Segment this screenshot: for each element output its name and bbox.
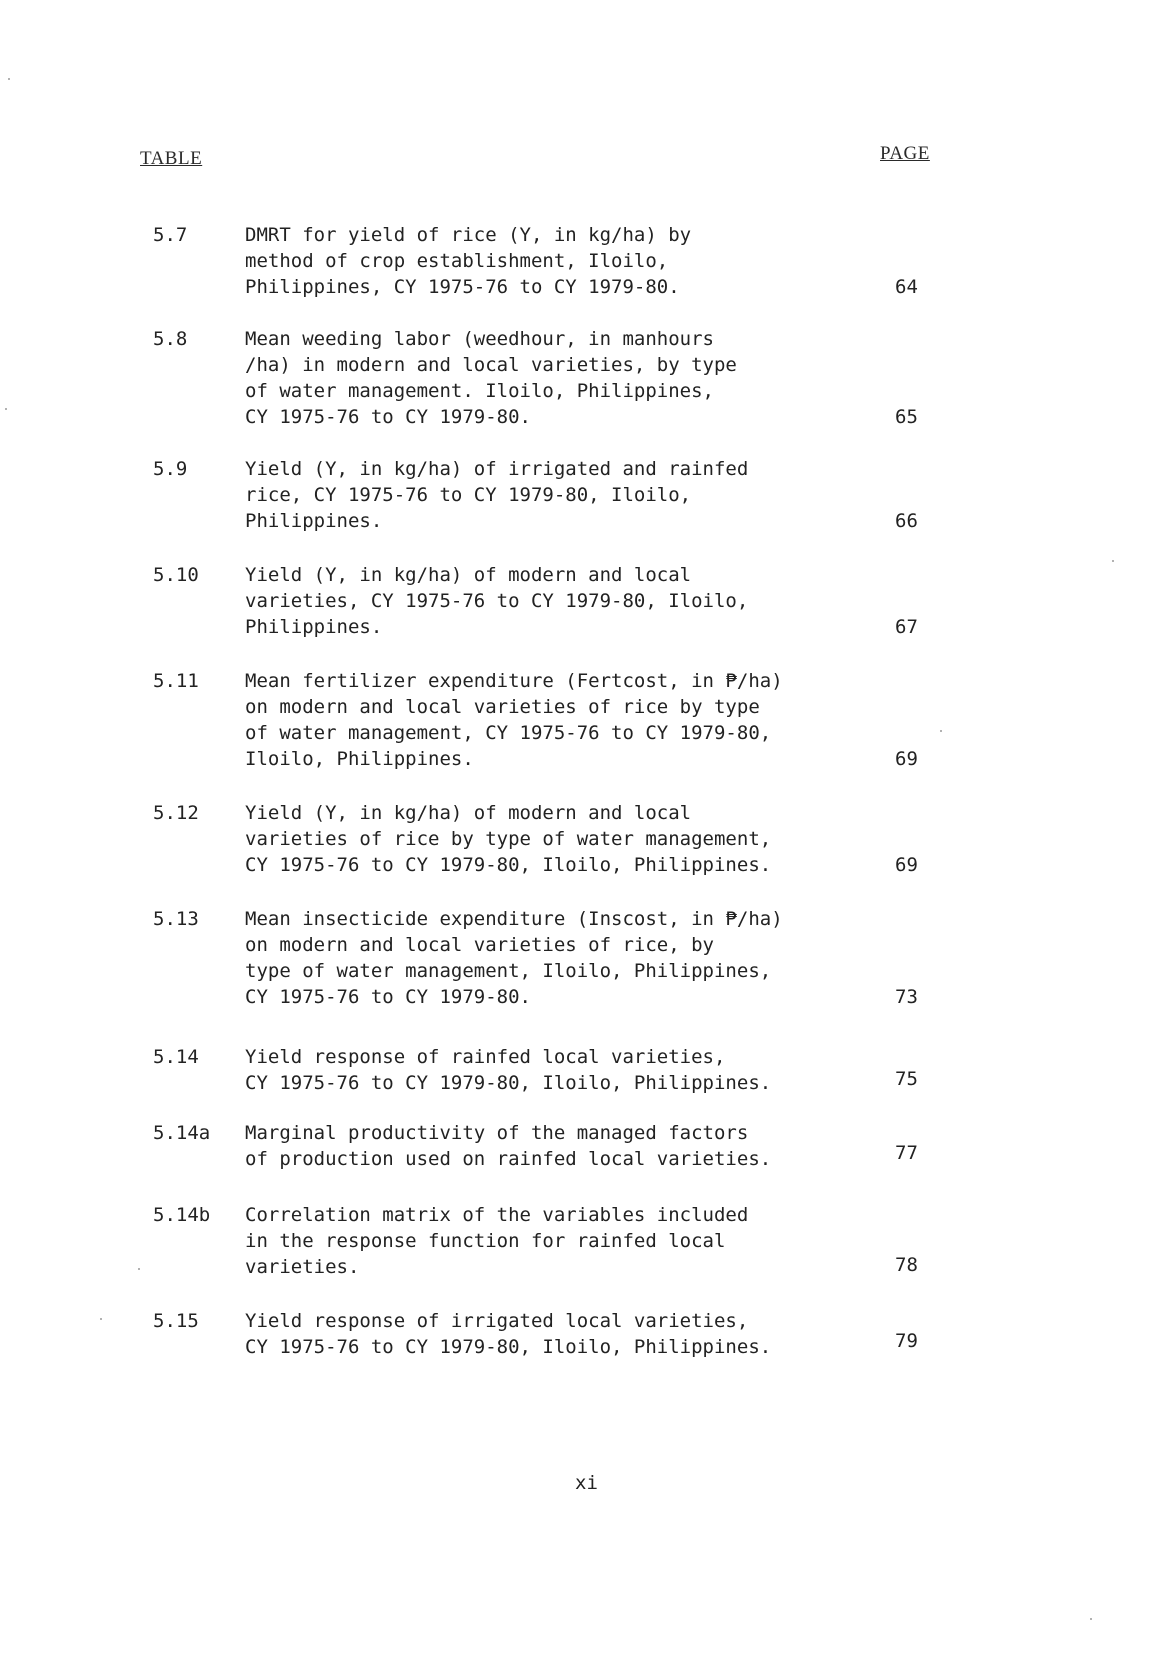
table-description: Yield (Y, in kg/ha) of irrigated and rainfed rice, CY 1975-76 to CY 1979-80, Iloilo, Philippines. xyxy=(245,458,749,532)
scan-speck xyxy=(1090,1618,1092,1620)
table-description: Marginal productivity of the managed factors of production used on rainfed local varieties. xyxy=(245,1122,772,1170)
scan-speck xyxy=(100,1318,102,1320)
table-description: Yield response of rainfed local varieties, CY 1975-76 to CY 1979-80, Iloilo, Philippines. xyxy=(245,1046,772,1094)
page-number: 78 xyxy=(895,1254,918,1276)
table-description: Yield (Y, in kg/ha) of modern and local varieties of rice by type of water management, CY 1975-76 to CY 1979-80, Iloilo, Philippines. xyxy=(245,802,772,876)
table-column-header: TABLE xyxy=(140,148,203,169)
table-description: Mean insecticide expenditure (Inscost, in ₱/ha) on modern and local varieties of rice, by type of water management, Iloilo, Philippines, CY 1975-76 to CY 1979-80. xyxy=(245,908,783,1008)
table-number: 5.10 xyxy=(153,564,199,586)
table-description: Yield response of irrigated local varieties, CY 1975-76 to CY 1979-80, Iloilo, Philippines. xyxy=(245,1310,772,1358)
table-number: 5.7 xyxy=(153,224,188,246)
table-number: 5.11 xyxy=(153,670,199,692)
table-number: 5.8 xyxy=(153,328,188,350)
page-number: 79 xyxy=(895,1330,918,1352)
page-number: 64 xyxy=(895,276,918,298)
footer-page-number: xi xyxy=(575,1472,598,1494)
page-number: 75 xyxy=(895,1068,918,1090)
table-description: Correlation matrix of the variables included in the response function for rainfed local varieties. xyxy=(245,1204,749,1278)
page-number: 66 xyxy=(895,510,918,532)
page-number: 77 xyxy=(895,1142,918,1164)
page-number: 69 xyxy=(895,854,918,876)
page-number: 73 xyxy=(895,986,918,1008)
table-description: Yield (Y, in kg/ha) of modern and local varieties, CY 1975-76 to CY 1979-80, Iloilo, Philippines. xyxy=(245,564,749,638)
page-number: 65 xyxy=(895,406,918,428)
scan-speck xyxy=(5,408,7,410)
scan-speck xyxy=(8,78,10,80)
table-number: 5.9 xyxy=(153,458,188,480)
scan-speck xyxy=(940,730,942,732)
page-number: 69 xyxy=(895,748,918,770)
page-number: 67 xyxy=(895,616,918,638)
table-number: 5.13 xyxy=(153,908,199,930)
table-number: 5.14b xyxy=(153,1204,211,1226)
table-number: 5.14 xyxy=(153,1046,199,1068)
scan-speck xyxy=(138,1268,140,1270)
scan-speck xyxy=(1112,560,1114,562)
table-description: Mean fertilizer expenditure (Fertcost, in ₱/ha) on modern and local varieties of rice by type of water management, CY 1975-76 to CY 1979-80, Iloilo, Philippines. xyxy=(245,670,783,770)
table-number: 5.14a xyxy=(153,1122,211,1144)
table-description: Mean weeding labor (weedhour, in manhours /ha) in modern and local varieties, by type of water management. Iloilo, Philippines, CY 1975-76 to CY 1979-80. xyxy=(245,328,737,428)
table-number: 5.12 xyxy=(153,802,199,824)
page-column-header: PAGE xyxy=(880,143,930,164)
table-number: 5.15 xyxy=(153,1310,199,1332)
table-description: DMRT for yield of rice (Y, in kg/ha) by method of crop establishment, Iloilo, Philippines, CY 1975-76 to CY 1979-80. xyxy=(245,224,692,298)
